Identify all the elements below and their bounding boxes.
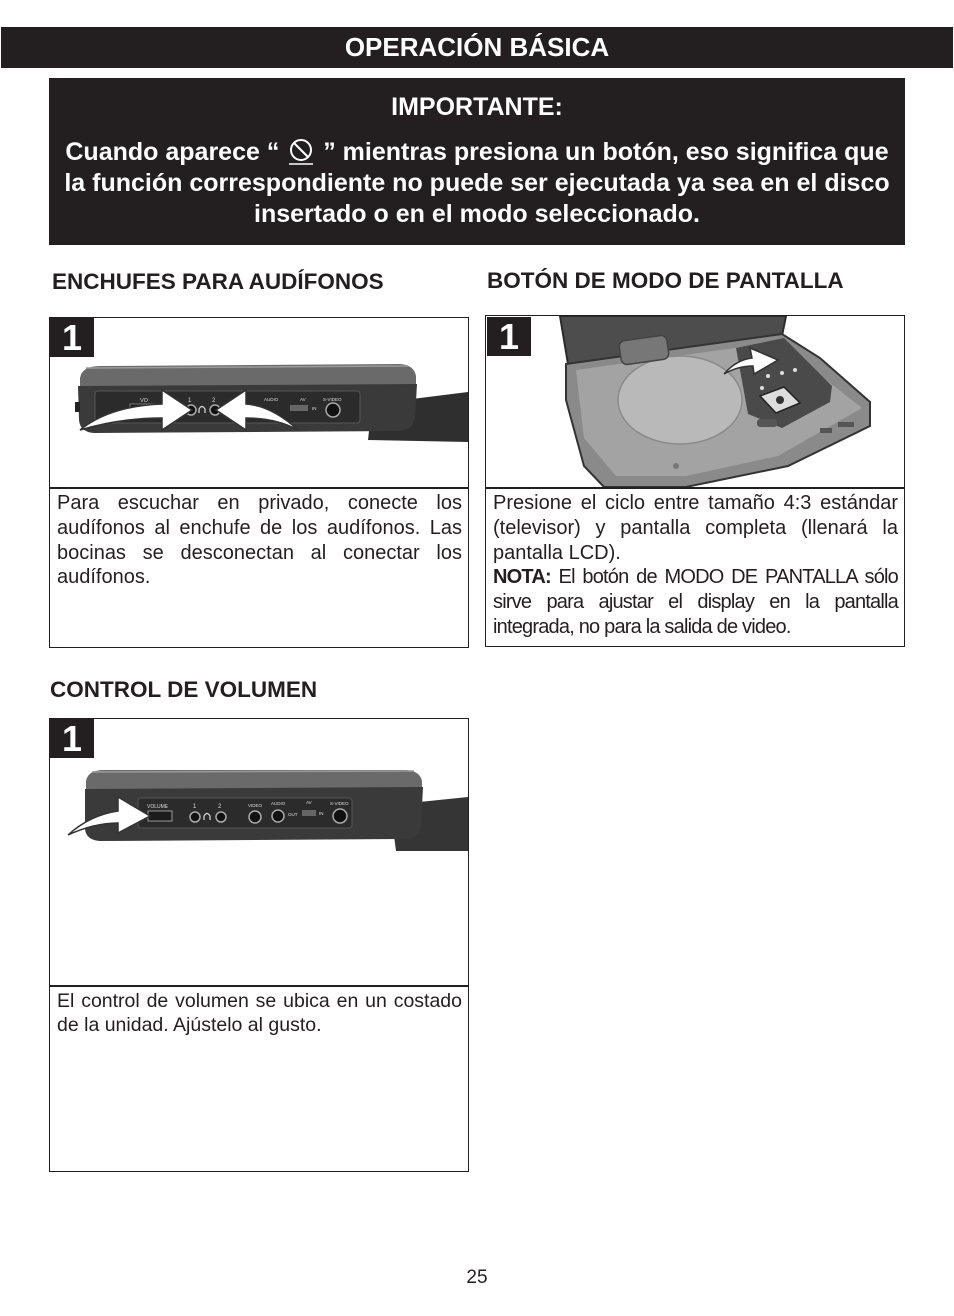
volume-slider (148, 811, 172, 821)
headphone-jack-1 (190, 812, 200, 822)
step-badge: 1 (487, 317, 531, 356)
side-connector (820, 428, 832, 433)
svideo-label: S-VIDEO (323, 397, 342, 402)
page-number: 25 (466, 1267, 488, 1288)
note-text: El botón de MODO DE PANTALLA sólo sirve para ajustar el display en la pantalla integrada, no para la salida de video. (493, 566, 898, 638)
screen-mode-description: Presione el ciclo entre tamaño 4:3 estándar (televisor) y pantalla completa (llenará la pantalla LCD). (493, 492, 898, 564)
volume-description: El control de volumen se ubica en un costado de la unidad. Ajústelo al gusto. (57, 990, 462, 1036)
screen-mode-note (493, 565, 898, 639)
volume-control-illustration (50, 719, 468, 985)
headphones-text-area (50, 489, 468, 590)
av-label: AV (306, 800, 312, 805)
step-badge: 1 (50, 318, 94, 357)
av-switch (302, 810, 316, 816)
headphone-jack-2 (216, 812, 226, 822)
side-connector (838, 422, 854, 427)
screen-mode-text-area (486, 489, 904, 640)
jack-2-label: 2 (212, 398, 216, 404)
jack-1-label: 1 (193, 804, 197, 810)
front-button (757, 419, 777, 427)
important-text-end: ” mientras presiona un botón, eso significa que la función correspondiente no puede ser ejecutada ya sea en el disco insertado o en el modo seleccionado. (64, 138, 890, 228)
screen-mode-button-dot (776, 396, 784, 404)
screen-mode-illustration (486, 316, 904, 487)
video-label: VIDEO (248, 803, 263, 808)
headphone-jacks-illustration (50, 318, 468, 487)
in-label: IN (319, 811, 324, 816)
important-text-start: Cuando aparece “ (65, 138, 280, 166)
device-notch (75, 402, 80, 412)
volume-label: VO (140, 398, 148, 404)
audio-jack (272, 810, 284, 822)
headphones-description: Para escuchar en privado, conecte los audífonos al enchufe de los audífonos. Las bocinas se desconectan al conectar los audífonos. (57, 492, 462, 589)
important-notice (49, 78, 905, 245)
section-title: OPERACIÓN BÁSICA (1, 27, 953, 68)
jack-1-label: 1 (188, 398, 192, 404)
panel-button (793, 368, 797, 372)
audio-label: AUDIO (264, 397, 279, 402)
volume-text-area (50, 987, 468, 1037)
svideo-label: S-VIDEO (330, 801, 349, 806)
headphones-illustration-area (50, 318, 468, 489)
note-label: NOTA: (493, 566, 551, 589)
out-label: OUT (288, 812, 298, 817)
audio-label: AUDIO (271, 801, 286, 806)
volume-illustration-area (50, 719, 468, 987)
important-message (53, 137, 901, 230)
av-label: AV (300, 397, 306, 402)
panel-button (780, 371, 784, 375)
svideo-jack (326, 403, 340, 417)
device-edge-highlight (92, 771, 414, 772)
screen-mode-illustration-area (486, 316, 904, 489)
jack-2-label: 2 (218, 804, 222, 810)
volume-heading: CONTROL DE VOLUMEN (50, 677, 318, 702)
base-indicator (673, 463, 679, 469)
important-title: IMPORTANTE: (391, 93, 563, 121)
volume-box (49, 718, 469, 1172)
video-jack (249, 811, 261, 823)
svideo-jack (333, 809, 347, 823)
screen-mode-box (485, 315, 905, 647)
in-label: IN (312, 406, 317, 411)
screen-mode-heading: BOTÓN DE MODO DE PANTALLA (487, 268, 844, 293)
panel-button (766, 374, 770, 378)
volume-label: VOLUME (147, 804, 169, 810)
av-switch (290, 405, 308, 411)
step-badge: 1 (50, 719, 94, 758)
headphones-heading: ENCHUFES PARA AUDÍFONOS (52, 269, 384, 294)
panel-button (760, 386, 764, 390)
headphones-box (49, 317, 469, 648)
prohibited-icon (286, 138, 316, 166)
disc-lid (618, 356, 742, 444)
